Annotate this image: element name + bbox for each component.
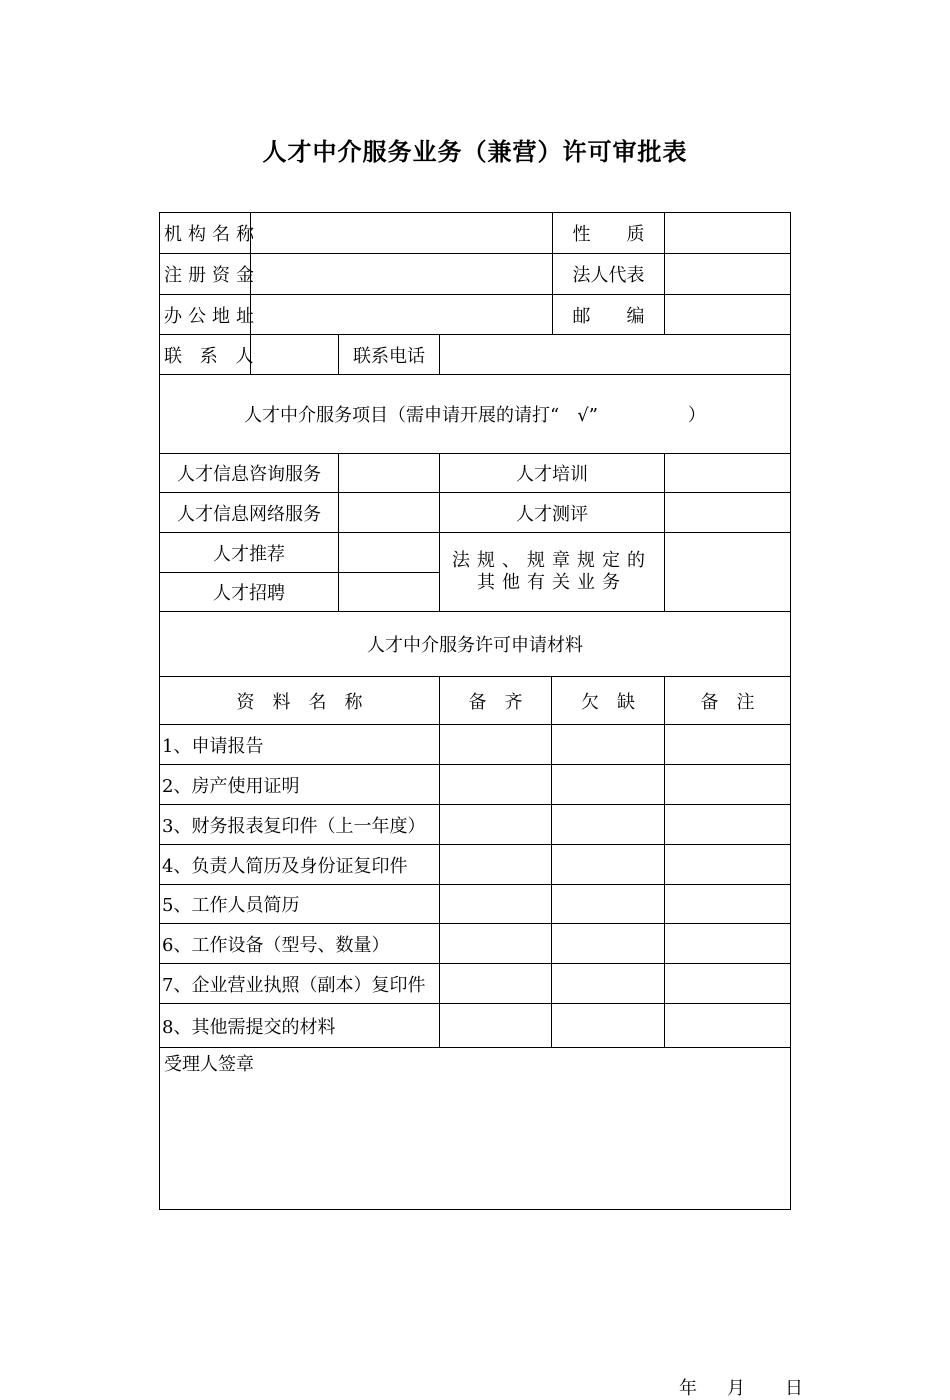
material-missing-cell[interactable] [551,923,665,964]
address-label: 办公地址 [159,294,251,335]
postcode-field[interactable] [664,294,791,335]
service-assessment-check[interactable] [664,492,791,533]
service-info-network-label: 人才信息网络服务 [159,492,339,533]
form-title: 人才中介服务业务（兼营）许可审批表 [262,137,688,166]
material-item-name: 1、申请报告 [159,724,440,765]
date-year: 年 [679,1378,697,1399]
material-missing-cell[interactable] [551,963,665,1004]
date-day: 日 [785,1378,803,1399]
legal-rep-field[interactable] [664,253,791,295]
material-missing-cell[interactable] [551,884,665,924]
material-note-cell[interactable] [664,764,791,805]
material-note-cell[interactable] [664,923,791,964]
material-item-name: 7、企业营业执照（副本）复印件 [159,963,440,1004]
material-item-name: 5、工作人员简历 [159,884,440,924]
material-item-name: 2、房产使用证明 [159,764,440,805]
material-note-cell[interactable] [664,804,791,845]
postcode-label: 邮 编 [552,294,665,335]
signature-area[interactable] [159,1047,791,1210]
material-complete-cell[interactable] [439,923,552,964]
material-missing-cell[interactable] [551,724,665,765]
services-heading: 人才中介服务项目（需申请开展的请打“ √” ） [159,374,791,454]
material-note-cell[interactable] [664,884,791,924]
signature-label: 受理人签章 [164,1054,254,1075]
org-name-field[interactable] [250,212,553,254]
contact-label: 联 系 人 [159,334,251,375]
service-training-label: 人才培训 [439,453,665,493]
service-other-check[interactable] [664,532,791,612]
date-month: 月 [727,1378,745,1399]
contact-field[interactable] [250,334,339,375]
service-recommend-check[interactable] [338,532,440,573]
col-missing: 欠 缺 [551,676,665,725]
material-complete-cell[interactable] [439,764,552,805]
service-assessment-label: 人才测评 [439,492,665,533]
nature-label: 性 质 [552,212,665,254]
service-other-label [439,532,665,612]
phone-label: 联系电话 [338,334,440,375]
material-note-cell[interactable] [664,963,791,1004]
service-recruit-label: 人才招聘 [159,572,339,612]
capital-field[interactable] [250,253,553,295]
material-item-name: 3、财务报表复印件（上一年度） [159,804,440,845]
approval-form-table [159,212,803,1399]
service-recruit-check[interactable] [338,572,440,612]
org-name-label: 机构名称 [159,212,251,254]
phone-field[interactable] [439,334,791,375]
service-recommend-label: 人才推荐 [159,532,339,573]
nature-field[interactable] [664,212,791,254]
material-missing-cell[interactable] [551,844,665,885]
material-complete-cell[interactable] [439,963,552,1004]
material-complete-cell[interactable] [439,844,552,885]
material-note-cell[interactable] [664,1003,791,1048]
service-info-consult-label: 人才信息咨询服务 [159,453,339,493]
service-info-consult-check[interactable] [338,453,440,493]
material-complete-cell[interactable] [439,1003,552,1048]
materials-heading: 人才中介服务许可申请材料 [159,611,791,677]
service-other-line1: 法规、规章规定的 [452,550,652,571]
material-note-cell[interactable] [664,724,791,765]
legal-rep-label: 法人代表 [552,253,665,295]
material-missing-cell[interactable] [551,804,665,845]
col-material-name: 资 料 名 称 [159,676,440,725]
material-note-cell[interactable] [664,844,791,885]
col-complete: 备 齐 [439,676,552,725]
capital-label: 注册资金 [159,253,251,295]
material-item-name: 4、负责人简历及身份证复印件 [159,844,440,885]
material-missing-cell[interactable] [551,764,665,805]
col-note: 备 注 [664,676,791,725]
address-field[interactable] [250,294,553,335]
material-complete-cell[interactable] [439,804,552,845]
material-complete-cell[interactable] [439,724,552,765]
service-other-line2: 其他有关业务 [477,572,627,593]
service-info-network-check[interactable] [338,492,440,533]
material-item-name: 6、工作设备（型号、数量） [159,923,440,964]
material-missing-cell[interactable] [551,1003,665,1048]
material-complete-cell[interactable] [439,884,552,924]
service-training-check[interactable] [664,453,791,493]
material-item-name: 8、其他需提交的材料 [159,1003,440,1048]
